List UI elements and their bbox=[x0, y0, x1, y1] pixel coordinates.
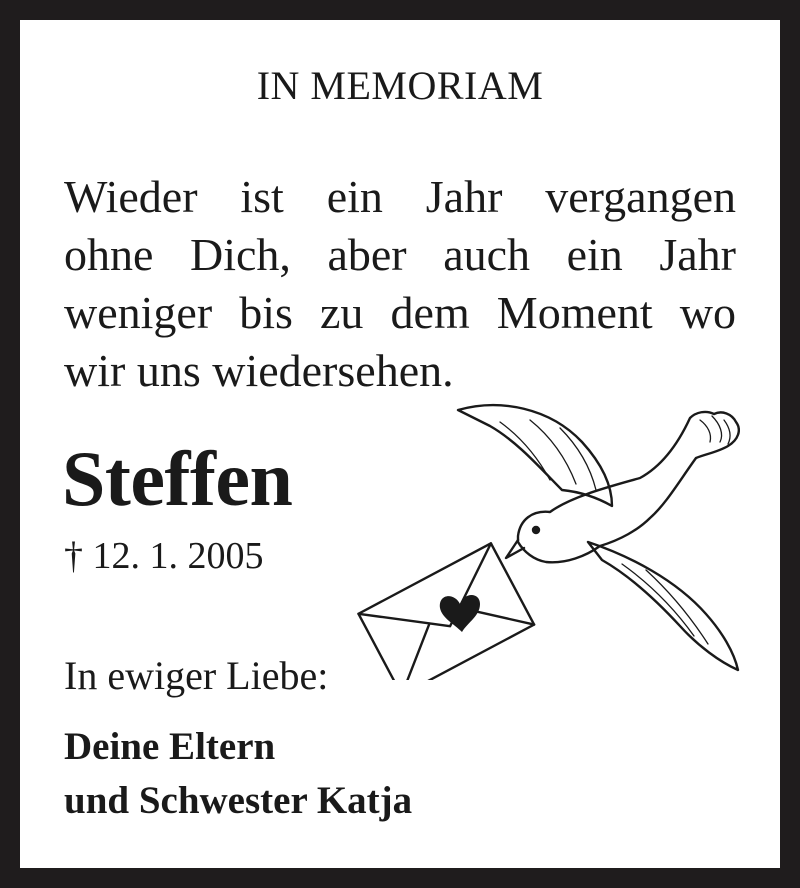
dove-with-letter-illustration bbox=[350, 380, 740, 680]
signature-line: Deine Eltern bbox=[64, 725, 276, 768]
deceased-name: Steffen bbox=[62, 435, 293, 522]
dove-body bbox=[518, 412, 739, 562]
signature-line: und Schwester Katja bbox=[64, 779, 413, 822]
dove-lower-wing bbox=[588, 542, 738, 670]
poem-line: ohne Dich, aber auch ein Jahr bbox=[64, 229, 736, 280]
love-line: In ewiger Liebe: bbox=[64, 653, 329, 698]
signature bbox=[64, 720, 412, 828]
poem-line: weniger bis zu dem Moment wo bbox=[64, 287, 736, 338]
notice-heading: IN MEMORIAM bbox=[256, 63, 544, 108]
memorial-poem bbox=[64, 168, 736, 400]
death-date: † 12. 1. 2005 bbox=[64, 535, 264, 577]
poem-line: Wieder ist ein Jahr vergangen bbox=[64, 171, 736, 222]
dove-eye bbox=[533, 527, 539, 533]
poem-line: wir uns wiedersehen. bbox=[64, 345, 454, 396]
memorial-notice bbox=[20, 20, 780, 868]
dove-beak bbox=[506, 540, 524, 558]
